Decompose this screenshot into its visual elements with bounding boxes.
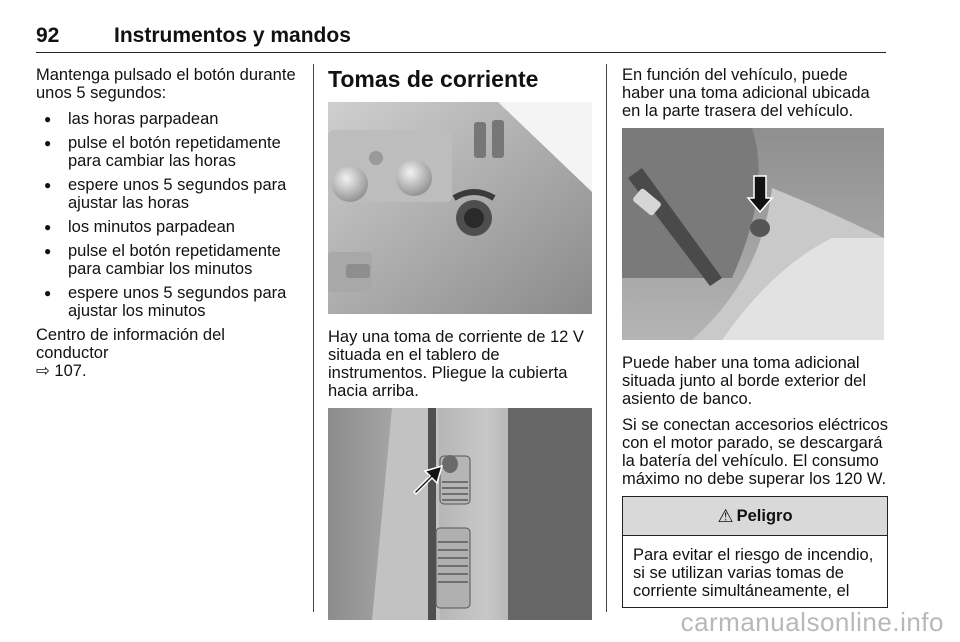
heading-power-outlets: Tomas de corriente	[328, 66, 539, 92]
reference-text: Centro de información del conductor	[36, 326, 225, 362]
arrow-ref-icon: ⇨	[36, 362, 50, 380]
danger-title: Peligro	[736, 507, 793, 525]
bench-seat-outlet-illustration	[622, 128, 884, 340]
page-header	[36, 24, 886, 53]
cross-reference[interactable]	[36, 326, 300, 380]
column-middle	[328, 66, 592, 634]
column-divider-1	[313, 64, 314, 612]
steps-list	[36, 110, 300, 320]
intro-text: Mantenga pulsado el botón durante unos 5 segundos:	[36, 66, 296, 102]
reference-page: 107.	[54, 362, 87, 380]
page-number: 92	[36, 24, 60, 47]
list-item: ● espere unos 5 segundos para ajustar las horas	[36, 176, 300, 212]
danger-body: Para evitar el riesgo de incendio, si se utilizan varias tomas de corriente simultáneamente, el	[633, 546, 874, 600]
rear-outlet-illustration	[328, 408, 592, 620]
rear-outlet-photo	[328, 408, 592, 620]
bench-seat-outlet-photo	[622, 128, 884, 340]
section-title: Instrumentos y mandos	[114, 24, 351, 47]
danger-box	[622, 496, 888, 608]
rear-outlet-text: En función del vehículo, puede haber una toma adicional ubicada en la parte trasera del vehículo.	[622, 66, 870, 120]
column-left	[36, 66, 300, 388]
list-item: ● los minutos parpadean	[36, 218, 300, 236]
list-item: ● las horas parpadean	[36, 110, 300, 128]
list-item: ● pulse el botón repetidamente para cambiar las horas	[36, 134, 300, 170]
list-item: ● espere unos 5 segundos para ajustar los minutos	[36, 284, 300, 320]
list-item: ● pulse el botón repetidamente para cambiar los minutos	[36, 242, 300, 278]
column-right	[622, 66, 888, 608]
dashboard-outlet-photo	[328, 102, 592, 314]
outlet-description: Hay una toma de corriente de 12 V situada en el tablero de instrumentos. Pliegue la cubierta hacia arriba.	[328, 328, 584, 400]
watermark: carmanualsonline.info	[680, 607, 944, 637]
battery-warning-text: Si se conectan accesorios eléctricos con el motor parado, se descargará la batería del vehículo. El consumo máximo no debe superar los 120 W.	[622, 416, 888, 488]
column-divider-2	[606, 64, 607, 612]
bench-seat-text: Puede haber una toma adicional situada junto al borde exterior del asiento de banco.	[622, 354, 866, 408]
danger-header	[623, 497, 887, 536]
dashboard-outlet-illustration	[328, 102, 592, 314]
warning-triangle-icon: ⚠	[717, 506, 734, 526]
